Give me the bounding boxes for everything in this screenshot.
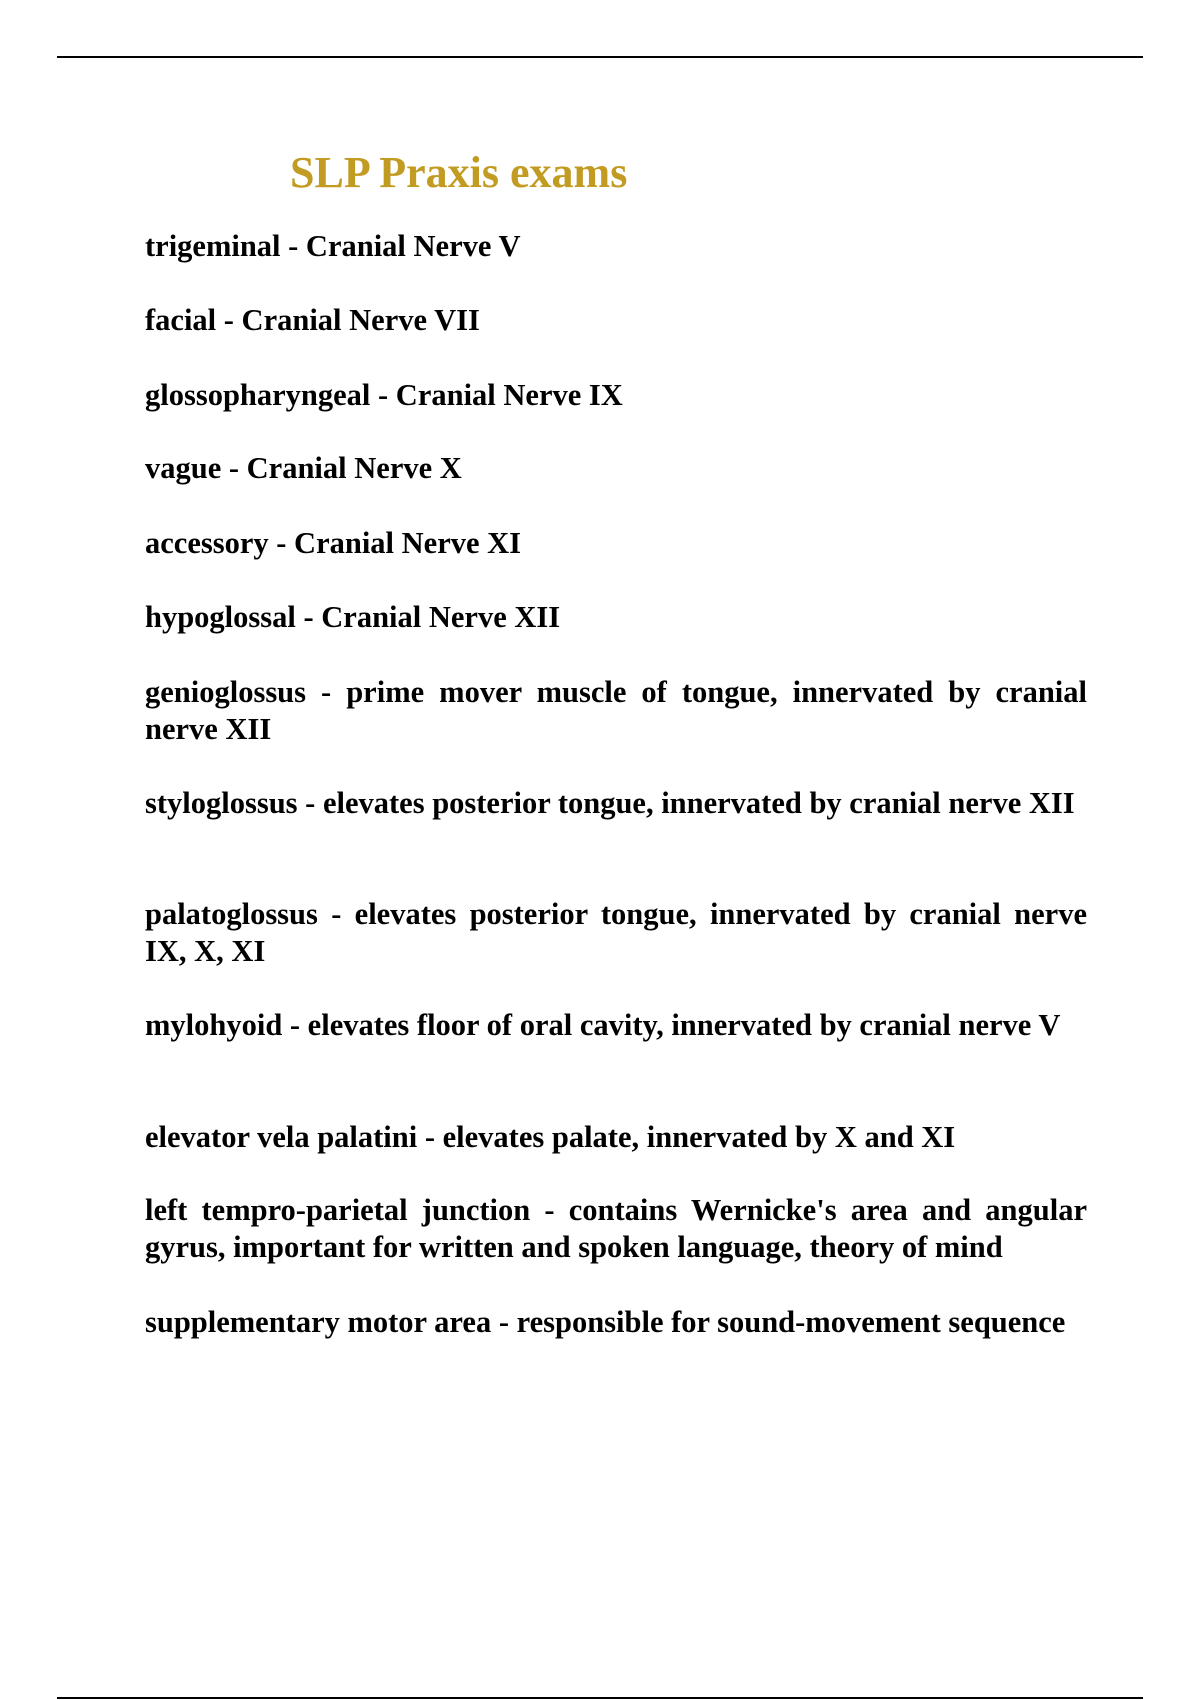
list-item: facial - Cranial Nerve VII xyxy=(145,303,480,337)
list-item: hypoglossal - Cranial Nerve XII xyxy=(145,600,561,634)
list-item: palatoglossus - elevates posterior tongue, innervated by cranial nerve IX, X, XI xyxy=(145,897,1087,968)
list-item: genioglossus - prime mover muscle of tongue, innervated by cranial nerve XII xyxy=(145,675,1087,746)
list-item: elevator vela palatini - elevates palate, innervated by X and XI xyxy=(145,1120,956,1154)
list-item: trigeminal - Cranial Nerve V xyxy=(145,229,521,263)
list-item: glossopharyngeal - Cranial Nerve IX xyxy=(145,378,623,412)
list-item: left tempro-parietal junction - contains Wernicke's area and angular gyrus, important for written and spoken language, theory of mind xyxy=(145,1193,1087,1264)
top-rule xyxy=(57,56,1143,58)
list-item: accessory - Cranial Nerve XI xyxy=(145,526,522,560)
bottom-rule xyxy=(57,1697,1143,1699)
list-item: mylohyoid - elevates floor of oral cavity, innervated by cranial nerve V xyxy=(145,1008,1061,1042)
list-item: styloglossus - elevates posterior tongue, innervated by cranial nerve XII xyxy=(145,786,1075,820)
page-title: SLP Praxis exams xyxy=(290,148,628,197)
list-item: supplementary motor area - responsible for sound-movement sequence xyxy=(145,1305,1066,1339)
list-item: vague - Cranial Nerve X xyxy=(145,451,462,485)
